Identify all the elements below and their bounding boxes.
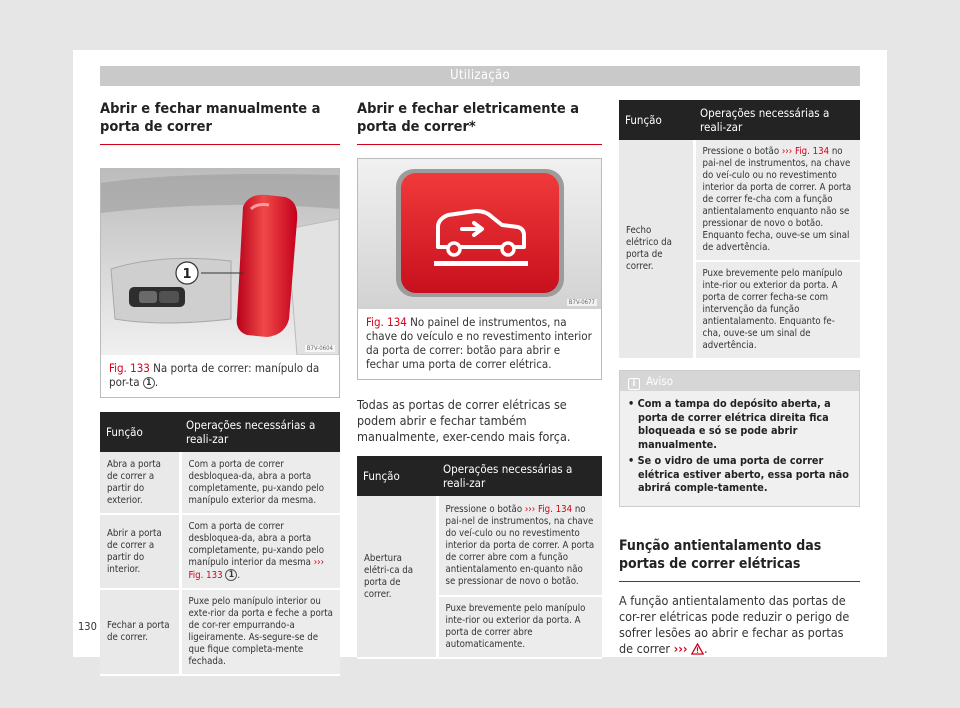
cell-end: . [237,570,241,581]
middle-section-title: Abrir e fechar eletricamente a porta de correr* [357,100,602,145]
notice-body [620,391,859,506]
notice-item-text: Com a tampa do depósito aberta, a porta de correr elétrica direita fica bloqueada e só se pode abrir manualmente. [637,397,831,451]
header-operacoes: Operações necessárias a reali-zar [694,100,860,140]
caption-callout-ref: 1 [143,377,155,389]
table-header-row [100,412,340,452]
notice-item-text: Se o vidro de uma porta de correr elétrica estiver aberto, essa porta não abrirá comple-tamente. [637,454,849,494]
right-operations-table [619,100,860,360]
table-header-row [357,456,602,496]
header-operacoes: Operações necessárias a reali-zar [180,412,340,452]
cell-operacoes: Puxe pelo manípulo interior ou exte-rior da porta e feche a porta de cor-rer empurrando-a ligeiramente. As-segure-se de que fique completa-mente fechada. [180,589,340,675]
figure-link[interactable]: ››› Fig. 134 [524,503,573,515]
cell-text: no pai-nel de instrumentos, na chave do veí-culo ou no revestimento interior da porta de correr. A porta de correr fe-cha com a função antientalamento enquanto não se pressionar de novo o botão. Enquanto fecha, ouve-se um sinal de advertência. [702,146,852,253]
cell-funcao: Abrir a porta de correr a partir do interior. [100,514,180,589]
cell-funcao: Fecho elétrico da porta de correr. [619,140,694,359]
page-number: 130 [78,620,97,633]
list-item [628,454,851,495]
figure-134 [357,158,602,380]
cell-text: Pressione o botão [702,146,780,157]
cell-operacoes [180,514,340,589]
antipinch-section-title: Função antientalamento das portas de correr elétricas [619,537,860,582]
cell-text: Com a porta de correr desbloquea-da, abra a porta completamente, pu-xando pelo manípulo interior da mesma [188,521,325,568]
caption-text: Na porta de correr: manípulo da por-ta [109,361,320,389]
paragraph-text: A função antientalamento das portas de cor-rer elétricas pode reduzir o perigo de sofrer lesões ao abrir e fechar as portas de correr [619,592,850,656]
warning-triangle-icon [691,643,704,659]
header-funcao: Função [100,412,180,452]
cell-operacoes: Com a porta de correr desbloquea-da, abra a porta completamente, pu-xando pelo manípulo exterior da mesma. [180,452,340,514]
figure-link[interactable]: ››› Fig. 134 [781,146,830,157]
table-row [357,496,602,596]
warning-notice [619,370,860,507]
section-header: Utilização [100,66,860,86]
header-funcao: Função [619,100,694,140]
figure-code: B7V-0604 [306,345,333,352]
header-funcao: Função [357,456,437,496]
cell-funcao: Abra a porta de correr a partir do exterior. [100,452,180,514]
table-row [100,514,340,589]
figure-code: B7V-0677 [568,299,595,306]
cell-operacoes [694,140,860,261]
cell-text: Pressione o botão [445,503,523,515]
table-row [619,140,860,261]
left-operations-table [100,412,340,676]
figure-134-caption [358,309,601,379]
table-row [100,589,340,675]
callout-1: 1 [182,267,192,282]
cell-operacoes [437,496,602,596]
caption-text: No painel de instrumentos, na chave do veículo e no revestimento interior da porta de correr: botão para abrir e fechar uma porta de correr elétrica. [366,315,592,371]
notice-header [620,371,859,391]
button-illustration [358,159,601,309]
figure-133-caption [101,355,339,397]
antipinch-paragraph: A função antientalamento das portas de cor-rer elétricas pode reduzir o perigo de sofrer lesões ao abrir e fechar as portas de correr ››› . [619,593,860,659]
cell-text: no pai-nel de instrumentos, na chave do veí-culo ou no revestimento interior da porta de correr. A porta de correr abre com a função antientalamento en-quanto não se pressionar de novo o botão. [445,503,595,587]
table-row [100,452,340,514]
cell-operacoes: Puxe brevemente pelo manípulo inte-rior ou exterior da porta. A porta de correr fecha-se com intervenção da função antientalamento. Enquanto fe-cha, ouve-se um sinal de advertência. [694,261,860,359]
info-icon: i [628,378,640,390]
middle-column [357,100,602,659]
door-handle-illustration [101,169,339,355]
right-column [619,100,860,659]
list-item [628,397,851,451]
header-operacoes: Operações necessárias a reali-zar [437,456,602,496]
cell-funcao: Fechar a porta de correr. [100,589,180,675]
bullet-icon: • [628,454,638,467]
cell-funcao: Abertura elétri-ca da porta de correr. [357,496,437,658]
left-column [100,100,340,676]
cell-operacoes: Puxe brevemente pelo manípulo inte-rior ou exterior da porta. A porta de correr abre automaticamente. [437,596,602,658]
callout-ref: 1 [225,569,237,581]
notice-title: Aviso [646,374,674,388]
figure-label: Fig. 134 [366,315,407,329]
intro-paragraph: Todas as portas de correr elétricas se podem abrir e fechar também manualmente, exer-cendo mais força. [357,397,571,444]
sliding-door-button-photo [358,159,601,309]
warning-link[interactable]: ››› [673,640,688,656]
left-section-title: Abrir e fechar manualmente a porta de correr [100,100,340,145]
caption-end: . [154,375,159,389]
figure-link[interactable]: ››› Fig. 133 [188,557,325,581]
door-handle-photo [101,169,339,355]
figure-133 [100,168,340,398]
figure-label: Fig. 133 [109,361,150,375]
bullet-icon: • [628,397,638,410]
middle-operations-table [357,456,602,659]
table-header-row [619,100,860,140]
